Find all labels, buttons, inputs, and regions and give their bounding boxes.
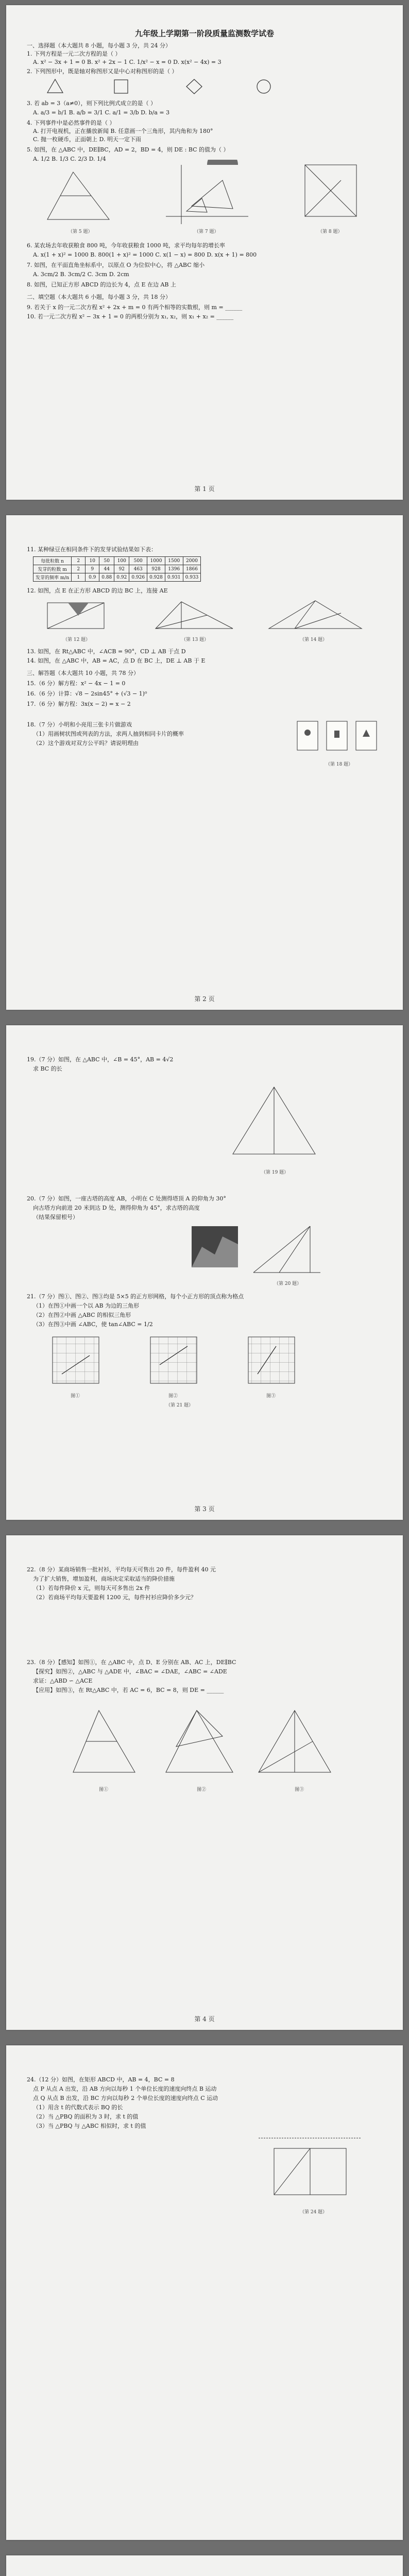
table-cell: 50 (99, 557, 114, 565)
figure-caption: （第 7 题） (194, 229, 219, 234)
germination-table (33, 556, 201, 582)
question-13: 13. 如图，在 Rt△ABC 中，∠ACB = 90°，CD ⊥ AB 于点 D (27, 648, 186, 655)
question-9: 9. 若关于 x 的一元二次方程 x² + 2x + m = 0 有两个相等的实数根，则 m = ______ (27, 304, 243, 311)
question-6: 6. 某农场去年收获粮食 800 吨，今年收获粮食 1000 吨，求平均每年的增长率 (27, 242, 225, 249)
question-5-options: A. 1/2 B. 1/3 C. 2/3 D. 1/4 (33, 156, 106, 162)
question-18-part-1: （1）用画树状图或列表的方法，求两人抽到相同卡片的概率 (33, 731, 184, 737)
exam-page-4 (6, 1535, 403, 2030)
question-10: 10. 若一元二次方程 x² − 3x + 1 = 0 的两根分别为 x₁, x₂，则 x₁ + x₂ = ______ (27, 313, 234, 320)
figure-caption: （第 5 题） (68, 229, 93, 234)
page-number: 第 2 页 (194, 995, 215, 1003)
table-cell: 0.931 (165, 573, 183, 582)
figure-caption: （第 20 题） (274, 1281, 302, 1286)
question-19-prompt: 求 BC 的长 (33, 1065, 62, 1072)
exam-page-5 (6, 2045, 403, 2540)
page-number: 第 1 页 (194, 485, 215, 493)
question-19-figure (223, 1082, 326, 1164)
figure-caption: 图② (197, 1787, 207, 1792)
section-heading: 一、选择题（本大题共 8 小题，每小题 3 分，共 24 分） (27, 42, 171, 49)
table-cell: 每批粒数 n (33, 557, 72, 565)
question-23-apply: 【应用】如图③，在 Rt△ABC 中，若 AC = 6，BC = 8，则 DE = ______ (33, 1687, 224, 1693)
exam-page-6 (6, 2555, 403, 2576)
question-22-part-1: （1）若每件降价 x 元，则每天可多售出 2x 件 (33, 1585, 150, 1591)
question-17: 17.（6 分）解方程：3x(x − 2) = x − 2 (27, 701, 131, 707)
question-20-detail: 向古塔方向前进 20 米到达 D 处，测得仰角为 45°，求古塔的高度 (33, 1205, 200, 1211)
question-23: 23.（8 分）【感知】如图①，在 △ABC 中，点 D、E 分别在 AB、AC 上，DE∥BC (27, 1659, 236, 1666)
question-12-figure (37, 598, 125, 634)
figure-caption: （第 12 题） (63, 637, 91, 642)
table-cell: 1500 (165, 557, 183, 565)
question-11: 11. 某种绿豆在相同条件下的发芽试验结果如下表： (27, 546, 157, 553)
question-20-figure (248, 1221, 326, 1278)
figure-caption: （第 21 题） (166, 1403, 194, 1408)
question-15: 15.（6 分）解方程：x² − 4x − 1 = 0 (27, 680, 126, 687)
question-2: 2. 下列图形中，既是轴对称图形又是中心对称图形的是（ ） (27, 68, 178, 75)
question-4-options-a: A. 打开电视机，正在播放新闻 B. 任意画一个三角形，其内角和为 180° (33, 128, 213, 134)
question-14: 14. 如图，在 △ABC 中，AB = AC，点 D 在 BC 上，DE ⊥ AB 于 E (27, 657, 206, 664)
question-1: 1. 下列方程是一元二次方程的是（ ） (27, 50, 121, 57)
question-5: 5. 如图，在 △ABC 中，DE∥BC，AD = 2，BD = 4，则 DE : BC 的值为（ ） (27, 146, 229, 153)
question-8-figure (295, 160, 367, 227)
exam-page-1 (6, 5, 403, 500)
question-24-part-2: （2）当 △PBQ 的面积为 3 时，求 t 的值 (33, 2113, 139, 2120)
table-cell: 0.9 (86, 573, 99, 582)
table-cell: 9 (86, 565, 99, 573)
exam-page-2 (6, 515, 403, 1010)
question-20-photo (192, 1226, 238, 1267)
question-1-options: A. x² − 3x + 1 = 0 B. x² + 2x − 1 C. 1/x² − x = 0 D. x(x² − 4x) = 3 (33, 59, 221, 65)
table-cell: 1 (72, 573, 86, 582)
question-19: 19.（7 分）如图，在 △ABC 中，∠B = 45°，AB = 4√2 (27, 1056, 174, 1063)
question-7-figure (161, 160, 253, 227)
figure-caption: （第 13 题） (181, 637, 209, 642)
question-24-detail-1: 点 P 从点 A 出发，沿 AB 方向以每秒 1 个单位长度的速度向终点 B 运动 (33, 2086, 217, 2092)
table-cell: 0.926 (129, 573, 147, 582)
table-cell: 463 (129, 565, 147, 573)
question-21-part-1: （1）在图①中画一个以 AB 为边的三角形 (33, 1302, 140, 1309)
table-cell: 2000 (183, 557, 201, 565)
question-6-options: A. x(1 + x)² = 1000 B. 800(1 + x)² = 1000 C. x(1 − x) = 800 D. x(x + 1) = 800 (33, 251, 257, 258)
question-13-figure (150, 598, 243, 634)
page-number: 第 3 页 (194, 1505, 215, 1513)
figure-caption: 图② (168, 1394, 178, 1399)
question-16: 16.（6 分）计算：√8 − 2sin45° + (√3 − 1)⁰ (27, 690, 147, 697)
question-18-part-2: （2）这个游戏对双方公平吗？请说明理由 (33, 740, 139, 747)
table-cell: 0.92 (114, 573, 129, 582)
question-24: 24.（12 分）如图，在矩形 ABCD 中，AB = 4，BC = 8 (27, 2076, 175, 2083)
question-24-part-1: （1）用含 t 的代数式表示 BQ 的长 (33, 2104, 123, 2111)
table-cell: 500 (129, 557, 147, 565)
table-cell: 928 (147, 565, 165, 573)
question-18: 18.（7 分）小明和小亮用三张卡片做游戏 (27, 721, 132, 728)
question-21-part-3: （3）在图③中画 ∠ABC，使 tan∠ABC = 1/2 (33, 1321, 153, 1328)
question-24-part-3: （3）当 △PBQ 与 △ABC 相似时，求 t 的值 (33, 2123, 146, 2129)
question-21: 21.（7 分）图①、图②、图③均是 5×5 的正方形网格，每个小正方形的顶点称为格点 (27, 1293, 244, 1300)
question-4: 4. 下列事件中是必然事件的是（ ） (27, 120, 115, 126)
question-22-detail: 为了扩大销售，增加盈利，商场决定采取适当的降价措施 (33, 1575, 175, 1582)
table-cell: 2 (72, 565, 86, 573)
question-14-figure (264, 598, 367, 634)
table-cell: 10 (86, 557, 99, 565)
question-8: 8. 如图，已知正方形 ABCD 的边长为 4，点 E 在边 AB 上 (27, 281, 176, 288)
question-3: 3. 若 ab = 3（a≠0），则下列比例式成立的是（ ） (27, 100, 157, 107)
exam-title: 九年级上学期第一阶段质量监测数学试卷 (134, 29, 274, 38)
question-4-options-b: C. 抛一枚硬币，正面朝上 D. 明天一定下雨 (33, 136, 141, 143)
figure-caption: 图③ (295, 1787, 304, 1792)
question-7: 7. 如图，在平面直角坐标系中，以原点 O 为位似中心，将 △ABC 缩小 (27, 262, 205, 268)
question-22: 22.（8 分）某商场销售一批衬衫，平均每天可售出 20 件，每件盈利 40 元 (27, 1566, 216, 1573)
table-cell: 0.88 (99, 573, 114, 582)
table-cell: 1396 (165, 565, 183, 573)
figure-caption: 图③ (266, 1394, 276, 1399)
section-heading: 二、填空题（本大题共 6 小题，每小题 3 分，共 18 分） (27, 294, 171, 300)
question-2-option-shapes (37, 77, 326, 96)
question-7-options: A. 3cm/2 B. 3cm/2 C. 3cm D. 2cm (33, 271, 129, 278)
question-24-detail-2: 点 Q 从点 B 出发，沿 BC 方向以每秒 2 个单位长度的速度向终点 C 运动 (33, 2095, 218, 2102)
question-12: 12. 如图，点 E 在正方形 ABCD 的边 BC 上，连接 AE (27, 587, 168, 594)
figure-caption: （第 24 题） (300, 2210, 328, 2215)
table-cell: 0.928 (147, 573, 165, 582)
table-cell: 发芽的频率 m/n (33, 573, 72, 582)
question-22-part-2: （2）若商场平均每天要盈利 1200 元，每件衬衫应降价多少元？ (33, 1594, 196, 1601)
question-23-explore: 【探究】如图②，△ABC 与 △ADE 中，∠BAC = ∠DAE，∠ABC = ∠ADE (33, 1668, 227, 1675)
figure-caption: （第 18 题） (326, 762, 353, 767)
figure-caption: 图① (99, 1787, 109, 1792)
figure-caption: （第 8 题） (318, 229, 343, 234)
page-number: 第 4 页 (194, 2015, 215, 2023)
table-cell: 1866 (183, 565, 201, 573)
table-cell: 0.933 (183, 573, 201, 582)
section-heading: 三、解答题（本大题共 10 小题，共 78 分） (27, 670, 139, 676)
question-21-part-2: （2）在图②中画 △ABC 的相似三角形 (33, 1312, 131, 1318)
question-23-figures (68, 1705, 336, 1783)
exam-page-3 (6, 1025, 403, 1520)
figure-caption: （第 14 题） (300, 637, 328, 642)
question-20: 20.（7 分）如图，一座古塔的高度 AB，小明在 C 处测得塔顶 A 的仰角为 30° (27, 1195, 226, 1202)
question-23-prove: 求证：△ABD ∽ △ACE (33, 1677, 93, 1684)
question-3-options: A. a/3 = b/1 B. a/b = 3/1 C. a/1 = 3/b D. b/a = 3 (33, 109, 170, 116)
table-cell: 92 (114, 565, 129, 573)
figure-caption: 图① (71, 1394, 80, 1399)
question-21-grids (47, 1334, 336, 1391)
table-cell: 44 (99, 565, 114, 573)
question-18-cards (295, 717, 382, 758)
question-20-note: （结果保留根号） (33, 1214, 78, 1221)
table-cell: 发芽的粒数 m (33, 565, 72, 573)
table-cell: 2 (72, 557, 86, 565)
figure-caption: （第 19 题） (261, 1170, 289, 1175)
question-5-figure (42, 168, 120, 225)
table-cell: 1000 (147, 557, 165, 565)
question-24-figure (253, 2133, 367, 2205)
table-cell: 100 (114, 557, 129, 565)
